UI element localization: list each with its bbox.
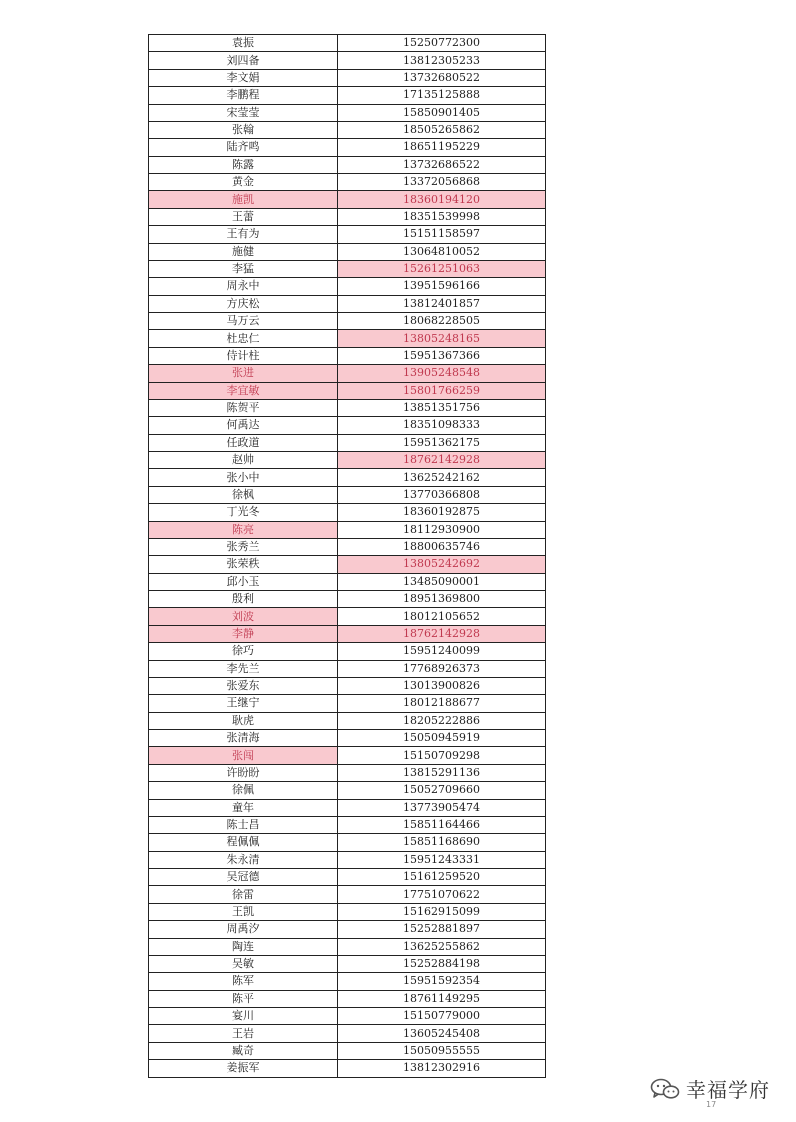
name-cell: 张小中 <box>149 469 338 486</box>
phone-cell: 18068228505 <box>338 313 546 330</box>
table-row <box>149 191 546 208</box>
name-cell: 丁光冬 <box>149 504 338 521</box>
phone-cell: 13013900826 <box>338 677 546 694</box>
phone-cell: 13773905474 <box>338 799 546 816</box>
name-cell: 刘波 <box>149 608 338 625</box>
table-row <box>149 347 546 364</box>
name-cell: 徐佩 <box>149 782 338 799</box>
phone-cell: 13812302916 <box>338 1060 546 1077</box>
page-number: 17 <box>706 1100 717 1109</box>
name-cell: 李文娟 <box>149 69 338 86</box>
name-cell: 宋莹莹 <box>149 104 338 121</box>
name-cell: 朱永清 <box>149 851 338 868</box>
name-cell: 张闯 <box>149 747 338 764</box>
phone-cell: 13372056868 <box>338 174 546 191</box>
table-row <box>149 139 546 156</box>
table-row <box>149 278 546 295</box>
name-cell: 张荣秩 <box>149 556 338 573</box>
table-row <box>149 677 546 694</box>
table-row <box>149 521 546 538</box>
footer-watermark <box>650 1074 770 1103</box>
phone-cell: 17768926373 <box>338 660 546 677</box>
name-cell: 黄金 <box>149 174 338 191</box>
table-row <box>149 538 546 555</box>
table-row <box>149 295 546 312</box>
name-cell: 施健 <box>149 243 338 260</box>
phone-cell: 18012188677 <box>338 695 546 712</box>
table-row <box>149 573 546 590</box>
name-cell: 童年 <box>149 799 338 816</box>
phone-cell: 13485090001 <box>338 573 546 590</box>
phone-cell: 18360192875 <box>338 504 546 521</box>
phone-cell: 15150709298 <box>338 747 546 764</box>
table-row <box>149 1008 546 1025</box>
name-cell: 袁振 <box>149 35 338 52</box>
phone-cell: 15052709660 <box>338 782 546 799</box>
phone-cell: 17751070622 <box>338 886 546 903</box>
name-cell: 张翰 <box>149 121 338 138</box>
table-row <box>149 955 546 972</box>
name-cell: 李猛 <box>149 260 338 277</box>
table-row <box>149 469 546 486</box>
phone-cell: 18761149295 <box>338 990 546 1007</box>
phone-cell: 15050945919 <box>338 730 546 747</box>
phone-cell: 15151158597 <box>338 226 546 243</box>
phone-cell: 15851168690 <box>338 834 546 851</box>
name-cell: 殷利 <box>149 591 338 608</box>
phone-cell: 15801766259 <box>338 382 546 399</box>
table-row <box>149 226 546 243</box>
name-cell: 李静 <box>149 625 338 642</box>
table-row <box>149 869 546 886</box>
table-row <box>149 747 546 764</box>
contact-table-body <box>149 35 546 1078</box>
phone-cell: 15050955555 <box>338 1042 546 1059</box>
name-cell: 马万云 <box>149 313 338 330</box>
table-row <box>149 399 546 416</box>
table-row <box>149 712 546 729</box>
name-cell: 方庆松 <box>149 295 338 312</box>
phone-cell: 13064810052 <box>338 243 546 260</box>
table-row <box>149 330 546 347</box>
phone-cell: 18351098333 <box>338 417 546 434</box>
phone-cell: 13951596166 <box>338 278 546 295</box>
name-cell: 张进 <box>149 365 338 382</box>
name-cell: 李鹏程 <box>149 87 338 104</box>
table-row <box>149 695 546 712</box>
phone-cell: 13732680522 <box>338 69 546 86</box>
phone-cell: 18762142928 <box>338 625 546 642</box>
phone-cell: 18205222886 <box>338 712 546 729</box>
name-cell: 王岩 <box>149 1025 338 1042</box>
table-row <box>149 591 546 608</box>
name-cell: 陈军 <box>149 973 338 990</box>
table-row <box>149 973 546 990</box>
name-cell: 姜振军 <box>149 1060 338 1077</box>
table-row <box>149 660 546 677</box>
name-cell: 李先兰 <box>149 660 338 677</box>
name-cell: 赵帅 <box>149 452 338 469</box>
name-cell: 张秀兰 <box>149 538 338 555</box>
table-row <box>149 625 546 642</box>
phone-cell: 15252881897 <box>338 921 546 938</box>
name-cell: 邱小玉 <box>149 573 338 590</box>
table-row <box>149 365 546 382</box>
table-row <box>149 834 546 851</box>
table-row <box>149 69 546 86</box>
phone-cell: 18800635746 <box>338 538 546 555</box>
table-row <box>149 52 546 69</box>
table-row <box>149 643 546 660</box>
table-row <box>149 990 546 1007</box>
table-row <box>149 35 546 52</box>
name-cell: 陈亮 <box>149 521 338 538</box>
table-row <box>149 382 546 399</box>
name-cell: 吴冠德 <box>149 869 338 886</box>
phone-cell: 15252884198 <box>338 955 546 972</box>
name-cell: 陈士昌 <box>149 816 338 833</box>
phone-cell: 18505265862 <box>338 121 546 138</box>
table-row <box>149 730 546 747</box>
table-row <box>149 764 546 781</box>
table-row <box>149 434 546 451</box>
name-cell: 徐枫 <box>149 486 338 503</box>
table-row <box>149 208 546 225</box>
name-cell: 王凯 <box>149 903 338 920</box>
contact-table <box>148 34 546 1078</box>
table-row <box>149 782 546 799</box>
table-row <box>149 486 546 503</box>
phone-cell: 15261251063 <box>338 260 546 277</box>
phone-cell: 13805248165 <box>338 330 546 347</box>
table-row <box>149 816 546 833</box>
name-cell: 徐巧 <box>149 643 338 660</box>
phone-cell: 18351539998 <box>338 208 546 225</box>
name-cell: 施凯 <box>149 191 338 208</box>
phone-cell: 15150779000 <box>338 1008 546 1025</box>
table-row <box>149 608 546 625</box>
phone-cell: 18651195229 <box>338 139 546 156</box>
phone-cell: 18012105652 <box>338 608 546 625</box>
phone-cell: 15951367366 <box>338 347 546 364</box>
table-row <box>149 87 546 104</box>
table-row <box>149 903 546 920</box>
name-cell: 王有为 <box>149 226 338 243</box>
table-row <box>149 243 546 260</box>
phone-cell: 13732686522 <box>338 156 546 173</box>
name-cell: 陈平 <box>149 990 338 1007</box>
wechat-logo-icon <box>650 1078 680 1100</box>
name-cell: 杜忠仁 <box>149 330 338 347</box>
table-row <box>149 938 546 955</box>
name-cell: 王继宁 <box>149 695 338 712</box>
table-row <box>149 886 546 903</box>
table-row <box>149 313 546 330</box>
name-cell: 臧奇 <box>149 1042 338 1059</box>
name-cell: 陶连 <box>149 938 338 955</box>
phone-cell: 13812305233 <box>338 52 546 69</box>
phone-cell: 13905248548 <box>338 365 546 382</box>
phone-cell: 15951240099 <box>338 643 546 660</box>
phone-cell: 13815291136 <box>338 764 546 781</box>
phone-cell: 13625255862 <box>338 938 546 955</box>
phone-cell: 13625242162 <box>338 469 546 486</box>
phone-cell: 13805242692 <box>338 556 546 573</box>
phone-cell: 13851351756 <box>338 399 546 416</box>
phone-cell: 18951369800 <box>338 591 546 608</box>
phone-cell: 15951362175 <box>338 434 546 451</box>
table-row <box>149 174 546 191</box>
name-cell: 张爱东 <box>149 677 338 694</box>
name-cell: 周永中 <box>149 278 338 295</box>
table-row <box>149 260 546 277</box>
phone-cell: 15850901405 <box>338 104 546 121</box>
name-cell: 侍计柱 <box>149 347 338 364</box>
name-cell: 徐雷 <box>149 886 338 903</box>
name-cell: 张清海 <box>149 730 338 747</box>
phone-cell: 13605245408 <box>338 1025 546 1042</box>
phone-cell: 15250772300 <box>338 35 546 52</box>
name-cell: 刘四备 <box>149 52 338 69</box>
phone-cell: 15951592354 <box>338 973 546 990</box>
name-cell: 耿虎 <box>149 712 338 729</box>
table-row <box>149 504 546 521</box>
phone-cell: 17135125888 <box>338 87 546 104</box>
phone-cell: 13770366808 <box>338 486 546 503</box>
phone-cell: 13812401857 <box>338 295 546 312</box>
phone-cell: 18360194120 <box>338 191 546 208</box>
table-row <box>149 921 546 938</box>
name-cell: 程佩佩 <box>149 834 338 851</box>
table-row <box>149 1042 546 1059</box>
name-cell: 何禹达 <box>149 417 338 434</box>
table-row <box>149 452 546 469</box>
table-row <box>149 799 546 816</box>
table-row <box>149 121 546 138</box>
phone-cell: 15851164466 <box>338 816 546 833</box>
table-row <box>149 1060 546 1077</box>
table-row <box>149 417 546 434</box>
name-cell: 许盼盼 <box>149 764 338 781</box>
phone-cell: 15161259520 <box>338 869 546 886</box>
name-cell: 任政道 <box>149 434 338 451</box>
table-row <box>149 104 546 121</box>
name-cell: 周禹汐 <box>149 921 338 938</box>
name-cell: 李宜敏 <box>149 382 338 399</box>
phone-cell: 18112930900 <box>338 521 546 538</box>
table-row <box>149 1025 546 1042</box>
name-cell: 陈贺平 <box>149 399 338 416</box>
table-row <box>149 851 546 868</box>
name-cell: 宴川 <box>149 1008 338 1025</box>
name-cell: 陈露 <box>149 156 338 173</box>
brand-name: 幸福学府 <box>686 1078 770 1102</box>
phone-cell: 15162915099 <box>338 903 546 920</box>
phone-cell: 15951243331 <box>338 851 546 868</box>
phone-cell: 18762142928 <box>338 452 546 469</box>
name-cell: 陆齐鸣 <box>149 139 338 156</box>
table-row <box>149 156 546 173</box>
name-cell: 王蕾 <box>149 208 338 225</box>
table-row <box>149 556 546 573</box>
name-cell: 吴敏 <box>149 955 338 972</box>
